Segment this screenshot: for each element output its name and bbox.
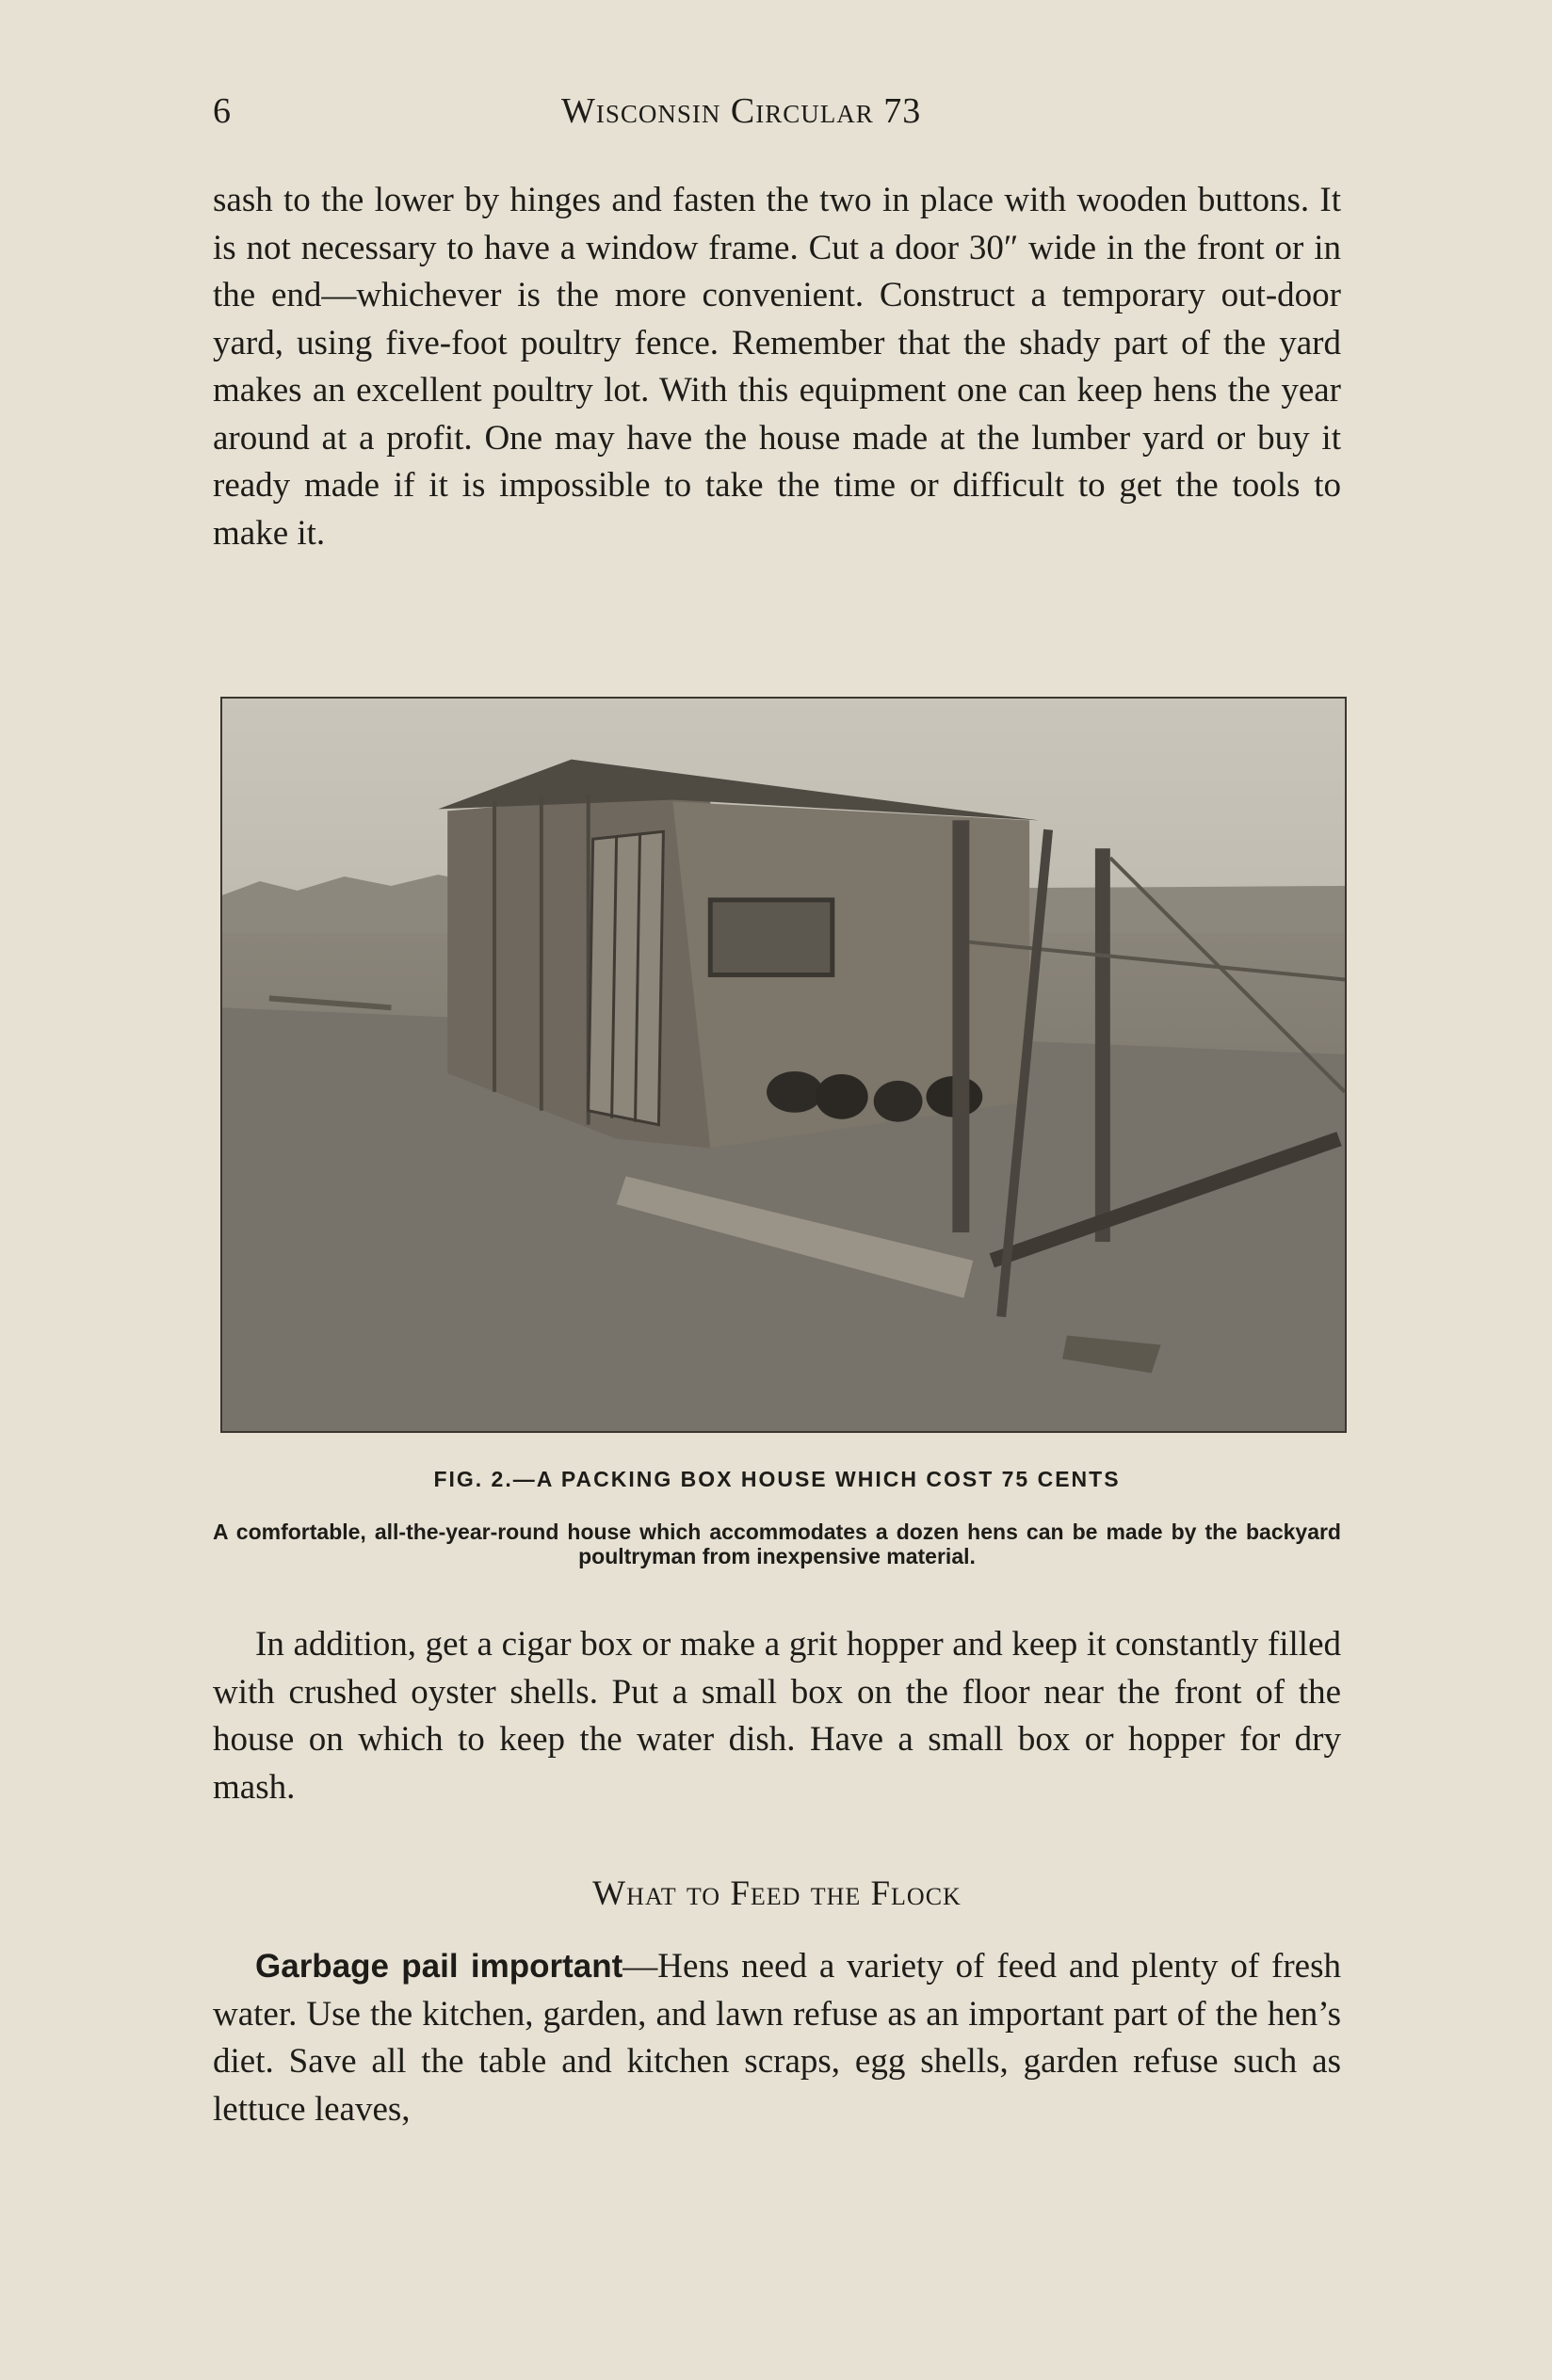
body-paragraph-3 [213, 1943, 1341, 2133]
page-header [213, 90, 1343, 137]
section-heading: What to Feed the Flock [592, 1874, 962, 1913]
body-paragraph-1: sash to the lower by hinges and fasten the two in place with wooden buttons. It is not necessary to have a window frame. Cut a door 30″ wide in the front or in the end—whichever is the more convenient. Construct a temporary out-door yard, using five-foot poultry fence. Remember that the shady part of the yard makes an excellent poultry lot. With this equipment one can keep hens the year around at a profit. One may have the house made at the lumber yard or buy it ready made if it is impossible to take the time or difficult to get the tools to make it. [213, 181, 1341, 553]
poultry-house-photo [222, 699, 1345, 1431]
figure-caption-title: FIG. 2.—A PACKING BOX HOUSE WHICH COST 75 CENTS [433, 1467, 1121, 1491]
paragraph-text: —Hens need a variety of feed and plenty of fresh water. Use the kitchen, garden, and lawn refuse as an important part of the hen’s diet. Save all the table and kitchen scraps, egg shells, garden refuse such as lettuce leaves, [213, 1947, 1341, 2129]
figure-caption-text: A comfortable, all-the-year-round house which accommodates a dozen hens can be made by the backyard poultryman from inexpensive material. [213, 1520, 1341, 1568]
body-paragraph-2: In addition, get a cigar box or make a grit hopper and keep it constantly filled with crushed oyster shells. Put a small box on the floor near the front of the house on which to keep the water dish. Have a small box or hopper for dry mash. [213, 1625, 1341, 1807]
page-number: 6 [213, 91, 231, 131]
running-title: Wisconsin Circular 73 [561, 91, 922, 131]
paragraph-lead-in: Garbage pail important [255, 1948, 623, 1985]
figure-photo [220, 697, 1347, 1433]
